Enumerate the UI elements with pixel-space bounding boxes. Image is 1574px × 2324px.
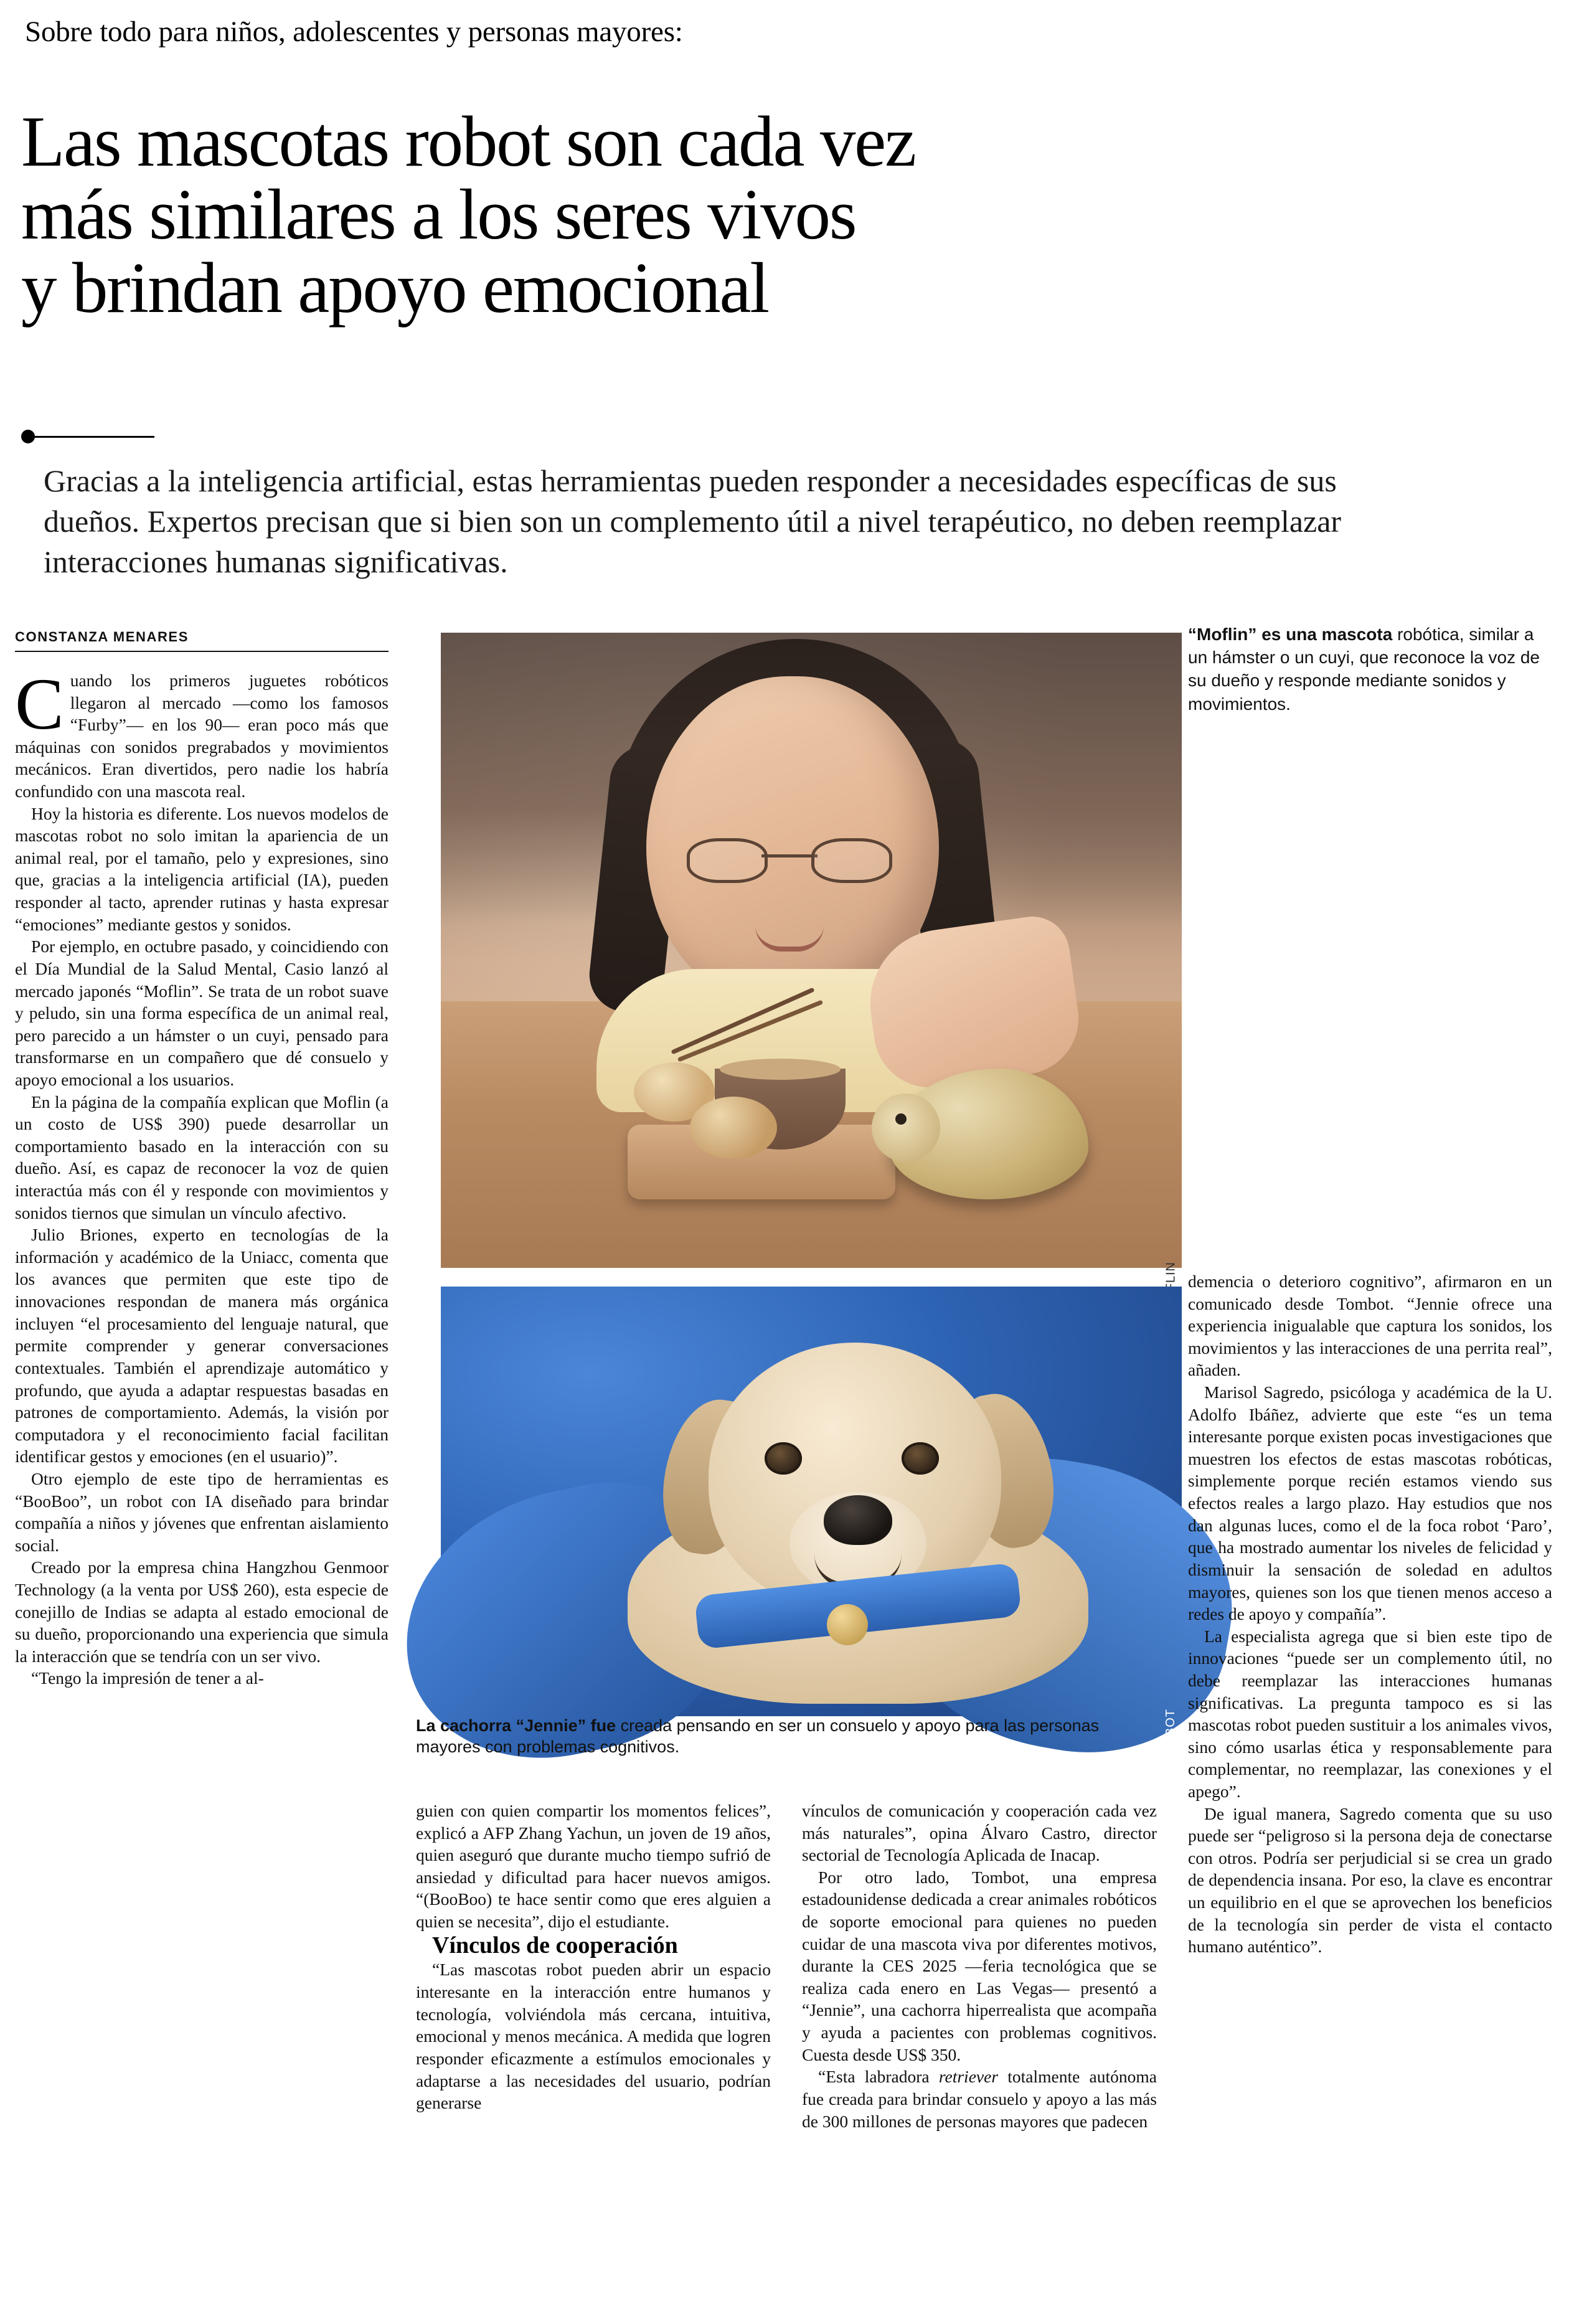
photo-bread-2 xyxy=(690,1097,777,1159)
caption-rest: robótica, similar a un hámster o un cuyi, que reconoce la voz de su dueño y responde mediante sonidos y movimientos. xyxy=(1188,625,1540,714)
photo-side-caption xyxy=(1188,623,1549,716)
paragraph: En la página de la compañía explican que Moflin (a un costo de US$ 390) puede desarrollar un comportamiento basado en la interacción con su dueño. Así, es capaz de reconocer la voz de quien interactúa más con él y responde con movimientos y sonidos tiernos que simulan un vínculo afectivo. xyxy=(15,1092,389,1222)
photo-moflin-eye xyxy=(895,1113,907,1125)
photo-dog-collar-tag xyxy=(827,1604,868,1645)
paragraph: Marisol Sagredo, psicóloga y académica de la U. Adolfo Ibáñez, advierte que este “es un tema interesante porque existen pocas investigaciones que muestren los efectos de estas mascotas robóticas, simplemente porque recién estamos viendo sus efectos reales a largo plazo. Hay estudios que nos dan algunas luces, como el de la foca robot ‘Paro’, que ha mostrado aumentar los niveles de felicidad y disminuir la sensación de soledad en adultos mayores, quienes son los que tienen menos acceso a redes de apoyo y compañía”. xyxy=(1188,1382,1552,1624)
paragraph: “Las mascotas robot pueden abrir un espacio interesante en la interacción entre humanos y tecnología, volviéndola más cercana, intuitiva, emocional y menos mecánica. A medida que logren responder eficazmente a estímulos emocionales y adaptarse a las necesidades del usuario, podrían generarse xyxy=(416,1960,771,2113)
paragraph: Otro ejemplo de este tipo de herramientas es “BooBoo”, un robot con IA diseñado para brindar compañía a niños y jóvenes que enfrentan aislamiento social. xyxy=(15,1468,389,1555)
headline-line-1: Las mascotas robot son cada vez xyxy=(21,102,915,182)
paragraph: demencia o deterioro cognitivo”, afirmaron en un comunicado desde Tombot. “Jennie ofrece una experiencia inigualable que captura los sonidos, los movimientos y las interacciones de una perrita real”, añaden. xyxy=(1188,1272,1552,1380)
caption-lead: “Moflin” es una mascota xyxy=(1188,625,1393,644)
paragraph: De igual manera, Sagredo comenta que su uso puede ser “peligroso si la persona deja de conectarse con otros. Podría ser perjudicial si se crea un grado de dependencia insana. Por eso, la clave es encontrar un equilibrio en el que se aprovechen los beneficios de la tecnología sin perder de vista el contacto humano auténtico”. xyxy=(1188,1803,1552,1957)
body-column-3 xyxy=(802,1800,1157,2304)
section-subhead: Vínculos de cooperación xyxy=(432,1932,678,1958)
paragraph: guien con quien compartir los momentos felices”, explicó a AFP Zhang Yachun, un joven de 19 años, quien aseguró que durante mucho tiempo sufrió de ansiedad y dificultad para hacer nuevos amigos. “(BooBoo) te hace sentir como que eres alguien a quien se necesita”, dijo el estudiante. xyxy=(416,1801,771,1932)
headline-line-2: más similares a los seres vivos xyxy=(21,175,856,255)
caption-rest: creada pensando en ser un consuelo y apoyo para las personas mayores con problemas cognitivos. xyxy=(416,1716,1100,1756)
paragraph-text: uando los primeros juguetes robóticos llegaron al mercado —como los famosos “Furby”— en los 90— eran poco más que máquinas con sonidos pregrabados y movimientos mecánicos. Eran divertidos, pero nadie los habría confundido con una mascota real. xyxy=(15,671,389,801)
paragraph: Creado por la empresa china Hangzhou Genmoor Technology (a la venta por US$ 260), esta especie de conejillo de Indias se adapta al estado emocional de su dueño, proporcionando una experiencia que simula la interacción que se tendría con un ser vivo. xyxy=(15,1557,389,1666)
headline-line-3: y brindan apoyo emocional xyxy=(21,248,769,328)
drop-cap: C xyxy=(15,663,64,745)
paragraph-emphasis: retriever xyxy=(938,2067,999,2087)
photo-dog-eye-left xyxy=(765,1442,802,1475)
body-column-1 xyxy=(15,663,389,2301)
article-standfirst: Gracias a la inteligencia artificial, estas herramientas pueden responder a necesidades específicas de sus dueños. Expertos precisan que si bien son un complemento útil a nivel terapéutico, no deben reemplazar interacciones humanas significativas. xyxy=(44,463,1342,579)
body-column-2 xyxy=(416,1800,771,2304)
paragraph-text-a: “Esta labradora xyxy=(818,2067,939,2087)
paragraph: Hoy la historia es diferente. Los nuevos modelos de mascotas robot no solo imitan la apariencia de un animal real, por el tamaño, pelo y expresiones, sino que, gracias a la inteligencia artificial (IA), pueden responder al tacto, aprender rutinas y hasta expresar “emociones” mediante gestos y sonidos. xyxy=(15,803,389,934)
photo-glasses-lens-left xyxy=(687,838,768,883)
photo-glasses xyxy=(687,838,892,877)
photo-credit: TOMBOT xyxy=(1164,1709,1177,1766)
photo-bottom-caption xyxy=(416,1716,1154,1758)
paragraph: La especialista agrega que si bien este tipo de innovaciones “puede ser un complemento útil, no debe reemplazar las interacciones humanas significativas. La pregunta tampoco es si las mascotas robot pueden sustituir a los animales vivos, sino cómo usarlas ética y responsablemente para complementar, no reemplazar, las conexiones y el apego”. xyxy=(1188,1626,1552,1802)
paragraph xyxy=(15,663,389,803)
article-kicker: Sobre todo para niños, adolescentes y personas mayores: xyxy=(25,16,683,48)
paragraph xyxy=(802,2066,1157,2132)
paragraph: Por otro lado, Tombot, una empresa estadounidense dedicada a crear animales robóticos de soporte emocional para quienes no pueden cuidar de una mascota viva por diferentes motivos, durante la CES 2025 —feria tecnológica que se realiza cada enero en Las Vegas— presentó a “Jennie”, una cachorra hiperrealista que acompaña y ayuda a pacientes con problemas cognitivos. Cuesta desde US$ 350. xyxy=(802,1867,1157,2064)
body-column-4 xyxy=(1188,1270,1552,2304)
caption-lead: La cachorra “Jennie” fue xyxy=(416,1716,616,1735)
paragraph: vínculos de comunicación y cooperación cada vez más naturales”, opina Álvaro Castro, director sectorial de Tecnología Aplicada de Inacap. xyxy=(802,1801,1157,1865)
photo-glasses-lens-right xyxy=(811,838,892,883)
article-byline: CONSTANZA MENARES xyxy=(15,629,389,652)
paragraph: Por ejemplo, en octubre pasado, y coincidiendo con el Día Mundial de la Salud Mental, Casio lanzó al mercado japonés “Moflin”. Se trata de un robot suave y peludo, sin una forma específica de un animal real, pero parecido a un hámster o un cuyi, pensado para transformarse en un compañero que dé consuelo y apoyo emocional a los usuarios. xyxy=(15,937,389,1089)
paragraph: “Tengo la impresión de tener a al- xyxy=(31,1668,264,1688)
page-title xyxy=(21,102,1553,328)
photo-glasses-bridge xyxy=(761,854,818,857)
photo-dog-nose xyxy=(824,1495,892,1545)
divider-rule xyxy=(25,436,154,438)
paragraph: Julio Briones, experto en tecnologías de la información y académico de la Uniacc, comenta que los avances que permiten que este tipo de innovaciones respondan de manera más orgánica incluyen “el procesamiento del lenguaje natural, que permite comprender y generar conversaciones contextuales. También el aprendizaje automático y profundo, que ayuda a adaptar respuestas basadas en patrones de comportamiento. Además, la visión por computadora y el reconocimiento facial facilitan identificar gestos y emociones (en el usuario)”. xyxy=(15,1225,389,1467)
paragraph-text-b: totalmente autónoma fue creada para brindar consuelo y apoyo a las más de 300 millones de personas mayores que padecen xyxy=(802,2067,1157,2131)
photo-moflin xyxy=(441,633,1182,1268)
photo-dog-eye-right xyxy=(902,1442,939,1475)
